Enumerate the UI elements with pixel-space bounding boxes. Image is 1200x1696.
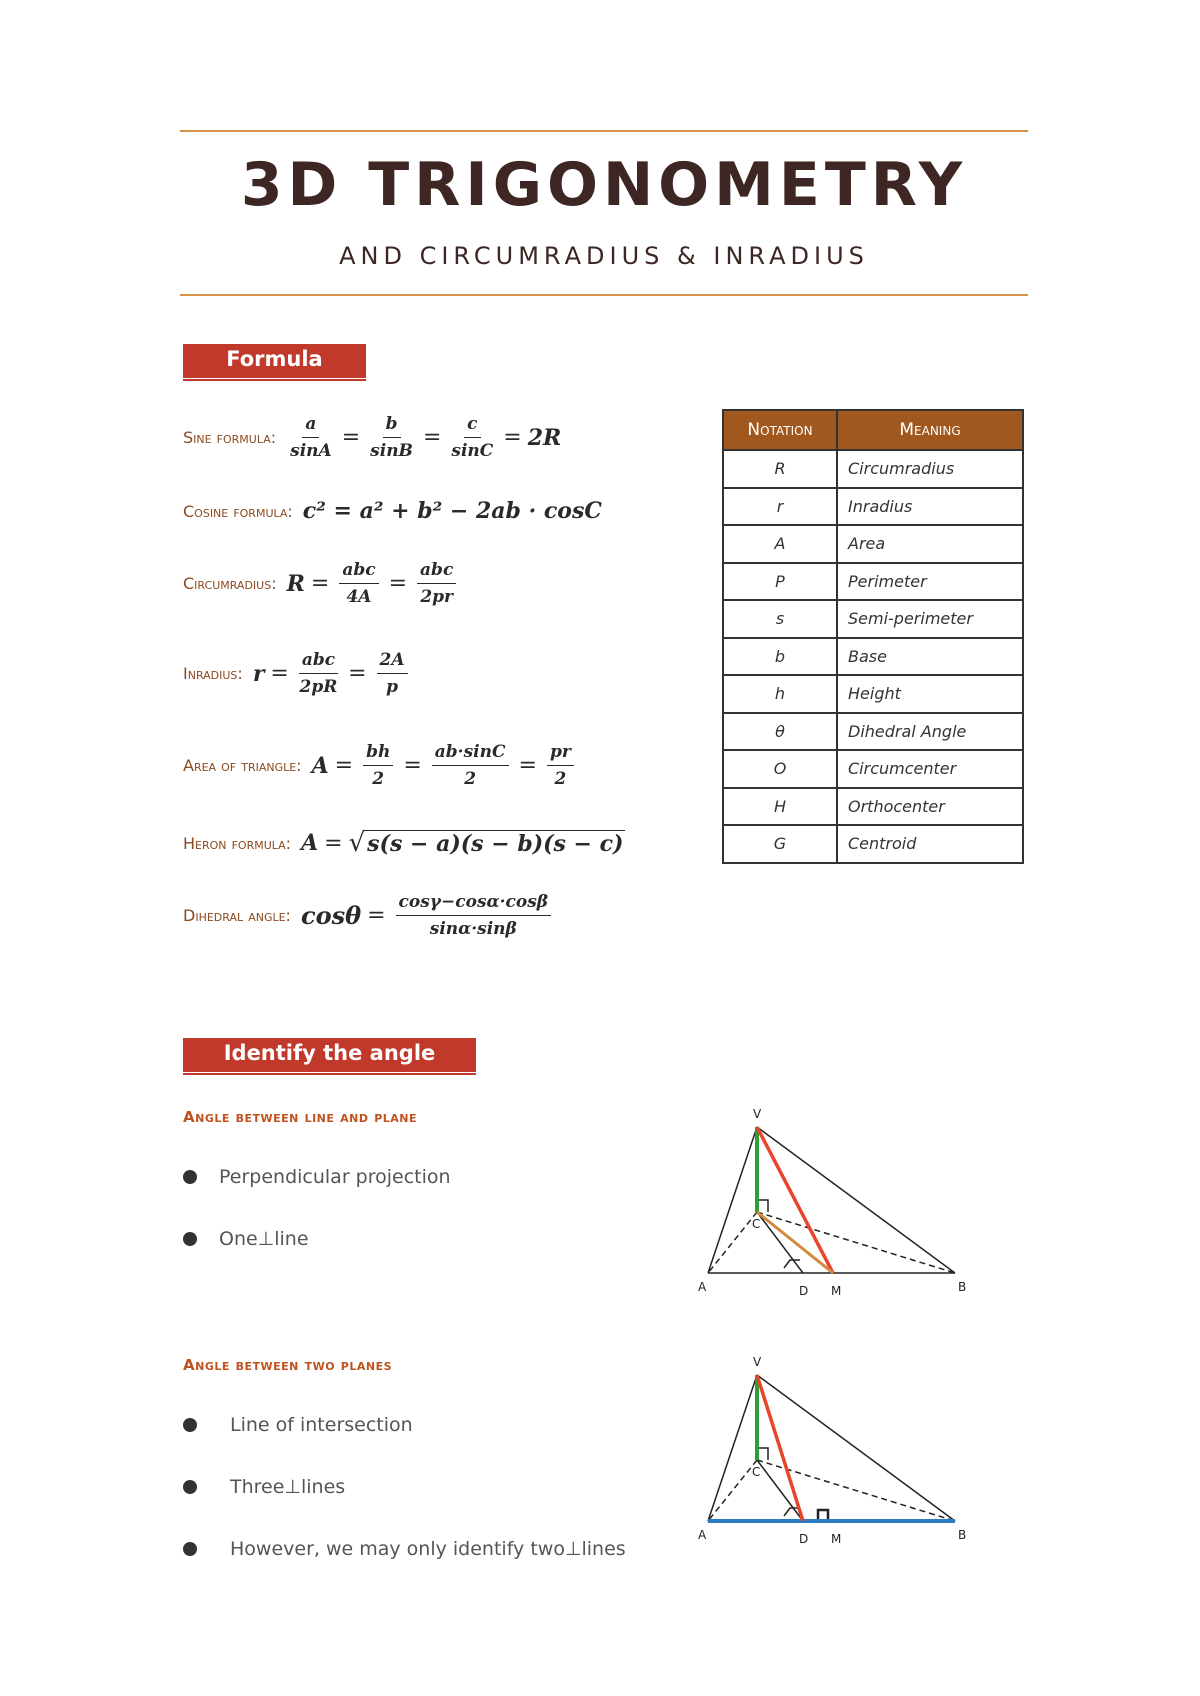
circumradius-label: Circumradius: [183, 574, 277, 593]
table-row [723, 750, 1023, 788]
section-identify-angle: Identify the angle [183, 1038, 476, 1072]
table-cell-symbol: O [723, 750, 837, 788]
list-item [183, 1228, 309, 1250]
page-subtitle: AND CIRCUMRADIUS & INRADIUS [339, 242, 869, 270]
table-cell-meaning: Base [837, 638, 1023, 676]
table-cell-symbol: r [723, 488, 837, 526]
table-row [723, 450, 1023, 488]
bottom-rule [180, 294, 1028, 296]
sine-den-a: sinA [290, 441, 332, 461]
table-cell-symbol: G [723, 825, 837, 863]
table-cell-symbol: R [723, 450, 837, 488]
notation-table [722, 409, 1024, 864]
circumradius-d1: 4A [346, 587, 372, 607]
label-a: A [698, 1280, 707, 1294]
heron-formula: Heron formula: A = √ s(s − a)(s − b)(s − c) [183, 828, 624, 858]
two-planes-diagram [690, 1348, 990, 1548]
label-d: D [799, 1532, 809, 1546]
dihedral-den: sinα·sinβ [429, 919, 517, 939]
circumradius-lhs: R [286, 570, 305, 597]
label-m: M [831, 1284, 842, 1298]
inradius-d1: 2pR [299, 677, 338, 697]
table-cell-symbol: h [723, 675, 837, 713]
circumradius-d2: 2pr [420, 587, 454, 607]
circumradius-formula: Circumradius: R = $\frac{\text{abc}}{4A}$ = $\frac{\text{abc}}{2pr}$ [183, 560, 460, 607]
area-label: Area of triangle: [183, 756, 302, 775]
sine-rhs: 2R [527, 424, 562, 451]
inradius-n2: 2A [377, 650, 408, 674]
circumradius-n2: abc [417, 560, 456, 584]
table-cell-meaning: Semi-perimeter [837, 600, 1023, 638]
bullet-text: However, we may only identify two⊥lines [230, 1538, 626, 1560]
two-planes-heading: Angle between two planes [183, 1356, 393, 1374]
label-c: C [752, 1217, 761, 1231]
table-cell-symbol: b [723, 638, 837, 676]
table-row [723, 488, 1023, 526]
sine-num-b: b [383, 414, 401, 438]
bullet-icon [183, 1542, 197, 1556]
label-a: A [698, 1528, 707, 1542]
table-cell-meaning: Circumradius [837, 450, 1023, 488]
area-n1: bh [363, 742, 393, 766]
table-cell-meaning: Orthocenter [837, 788, 1023, 826]
label-b: B [958, 1528, 967, 1542]
bullet-icon [183, 1480, 197, 1494]
sine-den-c: sinC [451, 441, 494, 461]
table-cell-symbol: θ [723, 713, 837, 751]
dihedral-num: cosγ−cosα·cosβ [396, 892, 552, 916]
page-title: 3D TRIGONOMETRY [240, 150, 968, 220]
sqrt-icon: √ [348, 828, 366, 858]
table-row [723, 638, 1023, 676]
table-cell-meaning: Dihedral Angle [837, 713, 1023, 751]
table-cell-symbol: H [723, 788, 837, 826]
inradius-formula: Inradius: r = $\frac{\text{abc}}{2pR}$ = $\frac{2A}{p}$ [183, 650, 412, 697]
list-item [183, 1476, 345, 1498]
sine-label: Sine formula: [183, 428, 277, 447]
heron-lhs: A [301, 830, 319, 856]
table-row [723, 600, 1023, 638]
area-d2: 2 [464, 769, 477, 789]
circumradius-n1: abc [339, 560, 378, 584]
table-cell-symbol: s [723, 600, 837, 638]
label-b: B [958, 1280, 967, 1294]
dihedral-formula: Dihedral angle: cosθ = $\frac{\cos\gamma-\cos\alpha\cdot\cos\beta}{\sin\alpha\cdot\sin\beta}$ [183, 892, 555, 939]
list-item [183, 1414, 413, 1436]
label-c: C [752, 1465, 761, 1479]
bullet-text: One⊥line [219, 1228, 309, 1250]
cosine-formula [183, 498, 602, 524]
label-m: M [831, 1532, 842, 1546]
table-cell-meaning: Height [837, 675, 1023, 713]
label-v: V [753, 1107, 762, 1121]
table-cell-symbol: A [723, 525, 837, 563]
bullet-text: Line of intersection [230, 1414, 413, 1436]
table-cell-meaning: Circumcenter [837, 750, 1023, 788]
area-d3: 2 [554, 769, 567, 789]
table-row [723, 825, 1023, 863]
label-d: D [799, 1284, 809, 1298]
line-plane-heading: Angle between line and plane [183, 1108, 418, 1126]
area-n2: ab·sinC [432, 742, 509, 766]
inradius-n1: abc [299, 650, 338, 674]
area-n3: pr [547, 742, 574, 766]
bullet-icon [183, 1170, 197, 1184]
table-cell-meaning: Perimeter [837, 563, 1023, 601]
section-formula: Formula [183, 344, 366, 378]
sine-num-c: c [464, 414, 480, 438]
line-plane-diagram [690, 1100, 990, 1300]
top-rule [180, 130, 1028, 132]
table-row [723, 675, 1023, 713]
inradius-label: Inradius: [183, 664, 243, 683]
label-v: V [753, 1355, 762, 1369]
table-cell-meaning: Area [837, 525, 1023, 563]
heron-radicand: s(s − a)(s − b)(s − c) [367, 830, 624, 857]
table-header-notation: Notation [723, 410, 837, 450]
cosine-expr: c² = a² + b² − 2ab · cosC [302, 498, 602, 524]
inradius-lhs: r [252, 660, 265, 687]
heron-label: Heron formula: [183, 833, 292, 853]
inradius-d2: p [386, 677, 398, 697]
bullet-text: Three⊥lines [230, 1476, 346, 1498]
sine-den-b: sinB [370, 441, 413, 461]
sine-num-a: a [302, 414, 319, 438]
cosine-label: Cosine formula: [183, 501, 293, 521]
table-header-meaning: Meaning [837, 410, 1023, 450]
list-item [183, 1166, 451, 1188]
table-row [723, 713, 1023, 751]
bullet-icon [183, 1232, 197, 1246]
area-formula: Area of triangle: A = $\frac{bh}{2}$ = $\frac{ab\cdot\sin C}{2}$ = $\frac{pr}{2}$ [183, 742, 578, 789]
list-item [183, 1538, 626, 1560]
bullet-text: Perpendicular projection [219, 1166, 451, 1188]
dihedral-lhs: cosθ [300, 901, 362, 930]
sine-formula: Sine formula: $\frac{a}{\sin A}$ = $\frac{b}{\sin B}$ = $\frac{c}{\sin C}$ = 2R [183, 414, 562, 461]
dihedral-label: Dihedral angle: [183, 906, 291, 925]
table-cell-meaning: Centroid [837, 825, 1023, 863]
area-d1: 2 [372, 769, 385, 789]
bullet-icon [183, 1418, 197, 1432]
area-lhs: A [311, 752, 329, 779]
table-row [723, 525, 1023, 563]
table-cell-meaning: Inradius [837, 488, 1023, 526]
table-row [723, 788, 1023, 826]
table-row [723, 563, 1023, 601]
table-cell-symbol: P [723, 563, 837, 601]
